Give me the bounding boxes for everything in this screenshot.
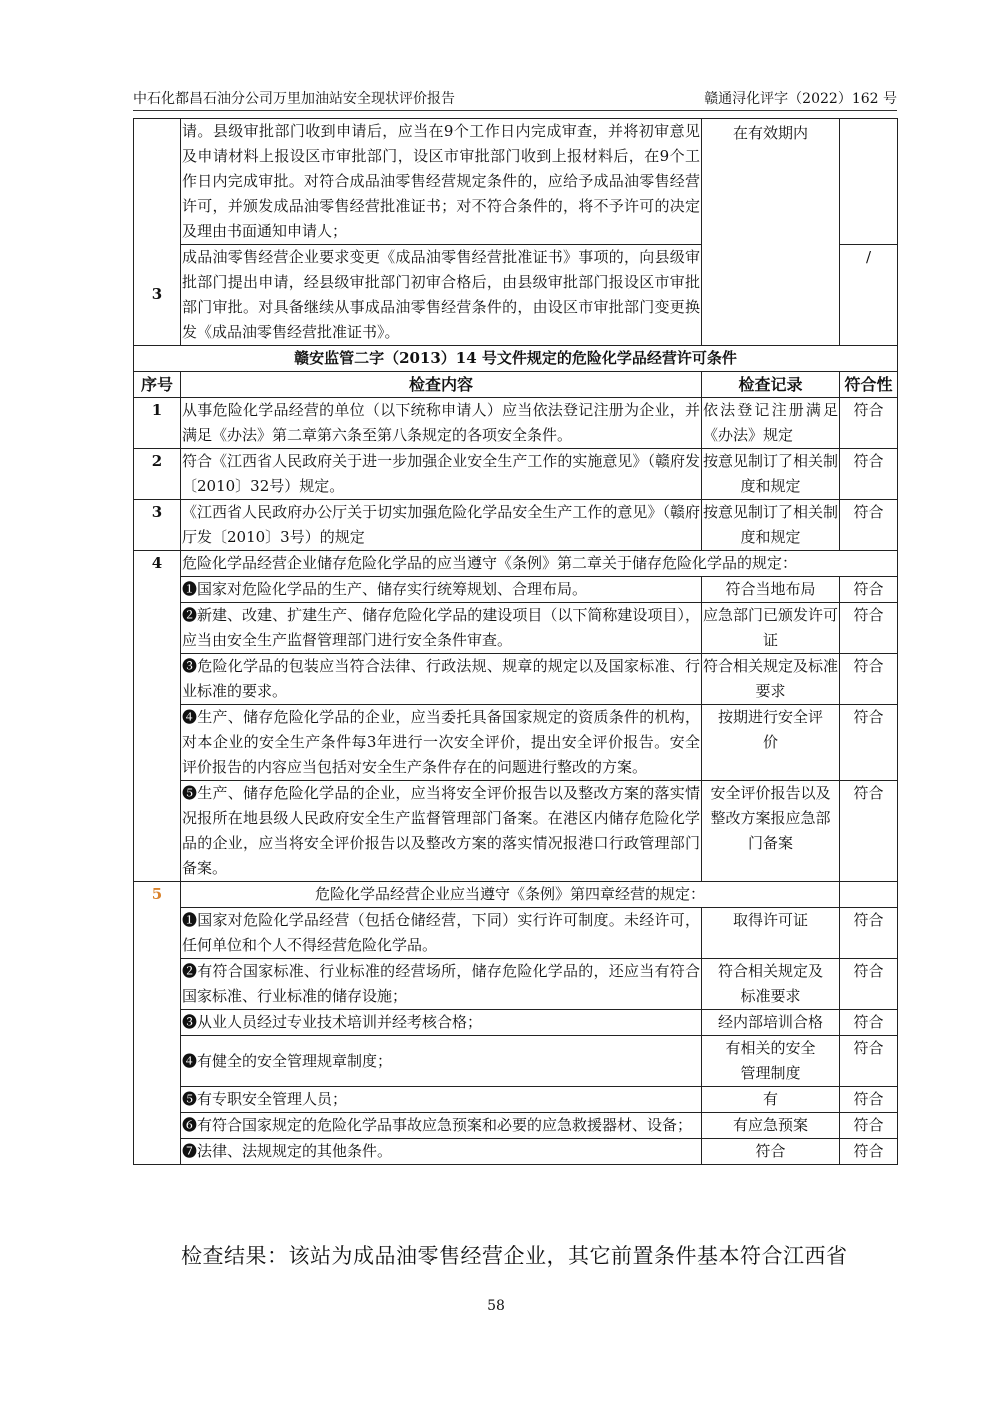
col-header-result: 符合性 [840, 372, 898, 398]
row-record: 取得许可证 [702, 908, 840, 959]
group-intro-row [134, 551, 898, 577]
row-record: 有 [702, 1087, 840, 1113]
row-number: 4 [134, 551, 181, 882]
section-title: 赣安监管二字（2013）14 号文件规定的危险化学品经营许可条件 [134, 346, 898, 372]
row-result-empty [840, 119, 898, 245]
row-result: 符合 [840, 959, 898, 1010]
row-content: ❻有符合国家规定的危险化学品事故应急预案和必要的应急救援器材、设备； [181, 1113, 702, 1139]
row-content: ❸危险化学品的包装应当符合法律、行政法规、规章的规定以及国家标准、行业标准的要求。 [181, 654, 702, 705]
column-header-row [134, 372, 898, 398]
table-row [134, 908, 898, 959]
page-header [133, 88, 897, 111]
row-content: 请。县级审批部门收到申请后，应当在9个工作日内完成审查，并将初审意见及申请材料上报设区市审批部门，设区市审批部门收到上报材料后，在9个工作日内完成审批。对符合成品油零售经营规定条件的，应给予成品油零售经营许可，并颁发成品油零售经营批准证书；对不符合条件的，将不予许可的决定及理由书面通知申请人； [181, 119, 702, 245]
table-row [134, 119, 898, 245]
group-intro-row [134, 882, 898, 908]
row-number: 3 [134, 500, 181, 551]
row-result: 符合 [840, 654, 898, 705]
row-content: 符合《江西省人民政府关于进一步加强企业安全生产工作的实施意见》（赣府发〔2010〕32号）规定。 [181, 449, 702, 500]
row-record: 符合当地布局 [702, 577, 840, 603]
row-content: ❼法律、法规规定的其他条件。 [181, 1139, 702, 1165]
group-intro-empty [840, 882, 898, 908]
group-intro: 危险化学品经营企业储存危险化学品的应当遵守《条例》第二章关于储存危险化学品的规定： [181, 551, 898, 577]
row-result: 符合 [840, 1036, 898, 1087]
table-row [134, 1036, 898, 1087]
row-content: 从事危险化学品经营的单位（以下统称申请人）应当依法登记注册为企业，并满足《办法》第二章第六条至第八条规定的各项安全条件。 [181, 398, 702, 449]
row-record: 安全评价报告以及整改方案报应急部门备案 [702, 781, 840, 882]
table-row [134, 603, 898, 654]
row-number: 1 [134, 398, 181, 449]
row-result: 符合 [840, 603, 898, 654]
table-row [134, 577, 898, 603]
row-result: 符合 [840, 577, 898, 603]
row-result: 符合 [840, 1139, 898, 1165]
row-content: ❶国家对危险化学品的生产、储存实行统筹规划、合理布局。 [181, 577, 702, 603]
row-content: ❺有专职安全管理人员； [181, 1087, 702, 1113]
row-record: 在有效期内 [702, 119, 840, 346]
row-result: / [840, 245, 898, 346]
row-result: 符合 [840, 1113, 898, 1139]
row-number: 5 [134, 882, 181, 1165]
table-row [134, 1139, 898, 1165]
row-result: 符合 [840, 500, 898, 551]
row-result: 符合 [840, 398, 898, 449]
report-title: 中石化都昌石油分公司万里加油站安全现状评价报告 [133, 91, 455, 107]
table-row [134, 1113, 898, 1139]
row-number: 2 [134, 449, 181, 500]
row-record: 符合相关规定及标准要求 [702, 654, 840, 705]
row-content: ❹生产、储存危险化学品的企业，应当委托具备国家规定的资质条件的机构，对本企业的安全生产条件每3年进行一次安全评价，提出安全评价报告。安全评价报告的内容应当包括对安全生产条件存在的问题进行整改的方案。 [181, 705, 702, 781]
row-result: 符合 [840, 1010, 898, 1036]
page-number: 58 [487, 1298, 505, 1314]
row-record: 按期进行安全评价 [702, 705, 840, 781]
row-record: 符合 [702, 1139, 840, 1165]
table-row [134, 959, 898, 1010]
row-record: 有应急预案 [702, 1113, 840, 1139]
row-content: 成品油零售经营企业要求变更《成品油零售经营批准证书》事项的，向县级审批部门提出申请，经县级审批部门初审合格后，由县级审批部门报设区市审批部门审批。对具备继续从事成品油零售经营条件的，由设区市审批部门变更换发《成品油零售经营批准证书》。 [181, 245, 702, 346]
group-intro: 危险化学品经营企业应当遵守《条例》第四章经营的规定： [181, 882, 840, 908]
table-row [134, 500, 898, 551]
table-row [134, 1010, 898, 1036]
inspection-table [133, 118, 898, 1165]
table-row [134, 781, 898, 882]
row-record: 经内部培训合格 [702, 1010, 840, 1036]
table-row [134, 449, 898, 500]
table-row [134, 398, 898, 449]
row-content: ❷新建、改建、扩建生产、储存危险化学品的建设项目（以下简称建设项目），应当由安全生产监督管理部门进行安全条件审查。 [181, 603, 702, 654]
col-header-record: 检查记录 [702, 372, 840, 398]
col-header-content: 检查内容 [181, 372, 702, 398]
row-number: 3 [134, 119, 181, 346]
document-number: 赣通浔化评字（2022）162 号 [704, 91, 897, 107]
row-result: 符合 [840, 908, 898, 959]
row-content: ❶国家对危险化学品经营（包括仓储经营，下同）实行许可制度。未经许可，任何单位和个人不得经营危险化学品。 [181, 908, 702, 959]
table-row [134, 1087, 898, 1113]
col-header-no: 序号 [134, 372, 181, 398]
row-content: ❹有健全的安全管理规章制度； [181, 1036, 702, 1087]
row-record: 按意见制订了相关制度和规定 [702, 500, 840, 551]
inspection-conclusion: 检查结果：该站为成品油零售经营企业，其它前置条件基本符合江西省 [181, 1244, 848, 1268]
row-result: 符合 [840, 705, 898, 781]
row-content: 《江西省人民政府办公厅关于切实加强危险化学品安全生产工作的意见》（赣府厅发〔2010〕3号）的规定 [181, 500, 702, 551]
section-title-row [134, 346, 898, 372]
row-content: ❷有符合国家标准、行业标准的经营场所，储存危险化学品的，还应当有符合国家标准、行业标准的储存设施； [181, 959, 702, 1010]
row-record: 符合相关规定及标准要求 [702, 959, 840, 1010]
row-result: 符合 [840, 1087, 898, 1113]
row-result: 符合 [840, 781, 898, 882]
row-record: 依法登记注册满足《办法》规定 [702, 398, 840, 449]
row-content: ❸从业人员经过专业技术培训并经考核合格； [181, 1010, 702, 1036]
row-record: 有相关的安全管理制度 [702, 1036, 840, 1087]
table-row [134, 705, 898, 781]
row-content: ❺生产、储存危险化学品的企业，应当将安全评价报告以及整改方案的落实情况报所在地县级人民政府安全生产监督管理部门备案。在港区内储存危险化学品的企业，应当将安全评价报告以及整改方案的落实情况报港口行政管理部门备案。 [181, 781, 702, 882]
row-result: 符合 [840, 449, 898, 500]
row-record: 应急部门已颁发许可证 [702, 603, 840, 654]
row-record: 按意见制订了相关制度和规定 [702, 449, 840, 500]
table-row [134, 654, 898, 705]
